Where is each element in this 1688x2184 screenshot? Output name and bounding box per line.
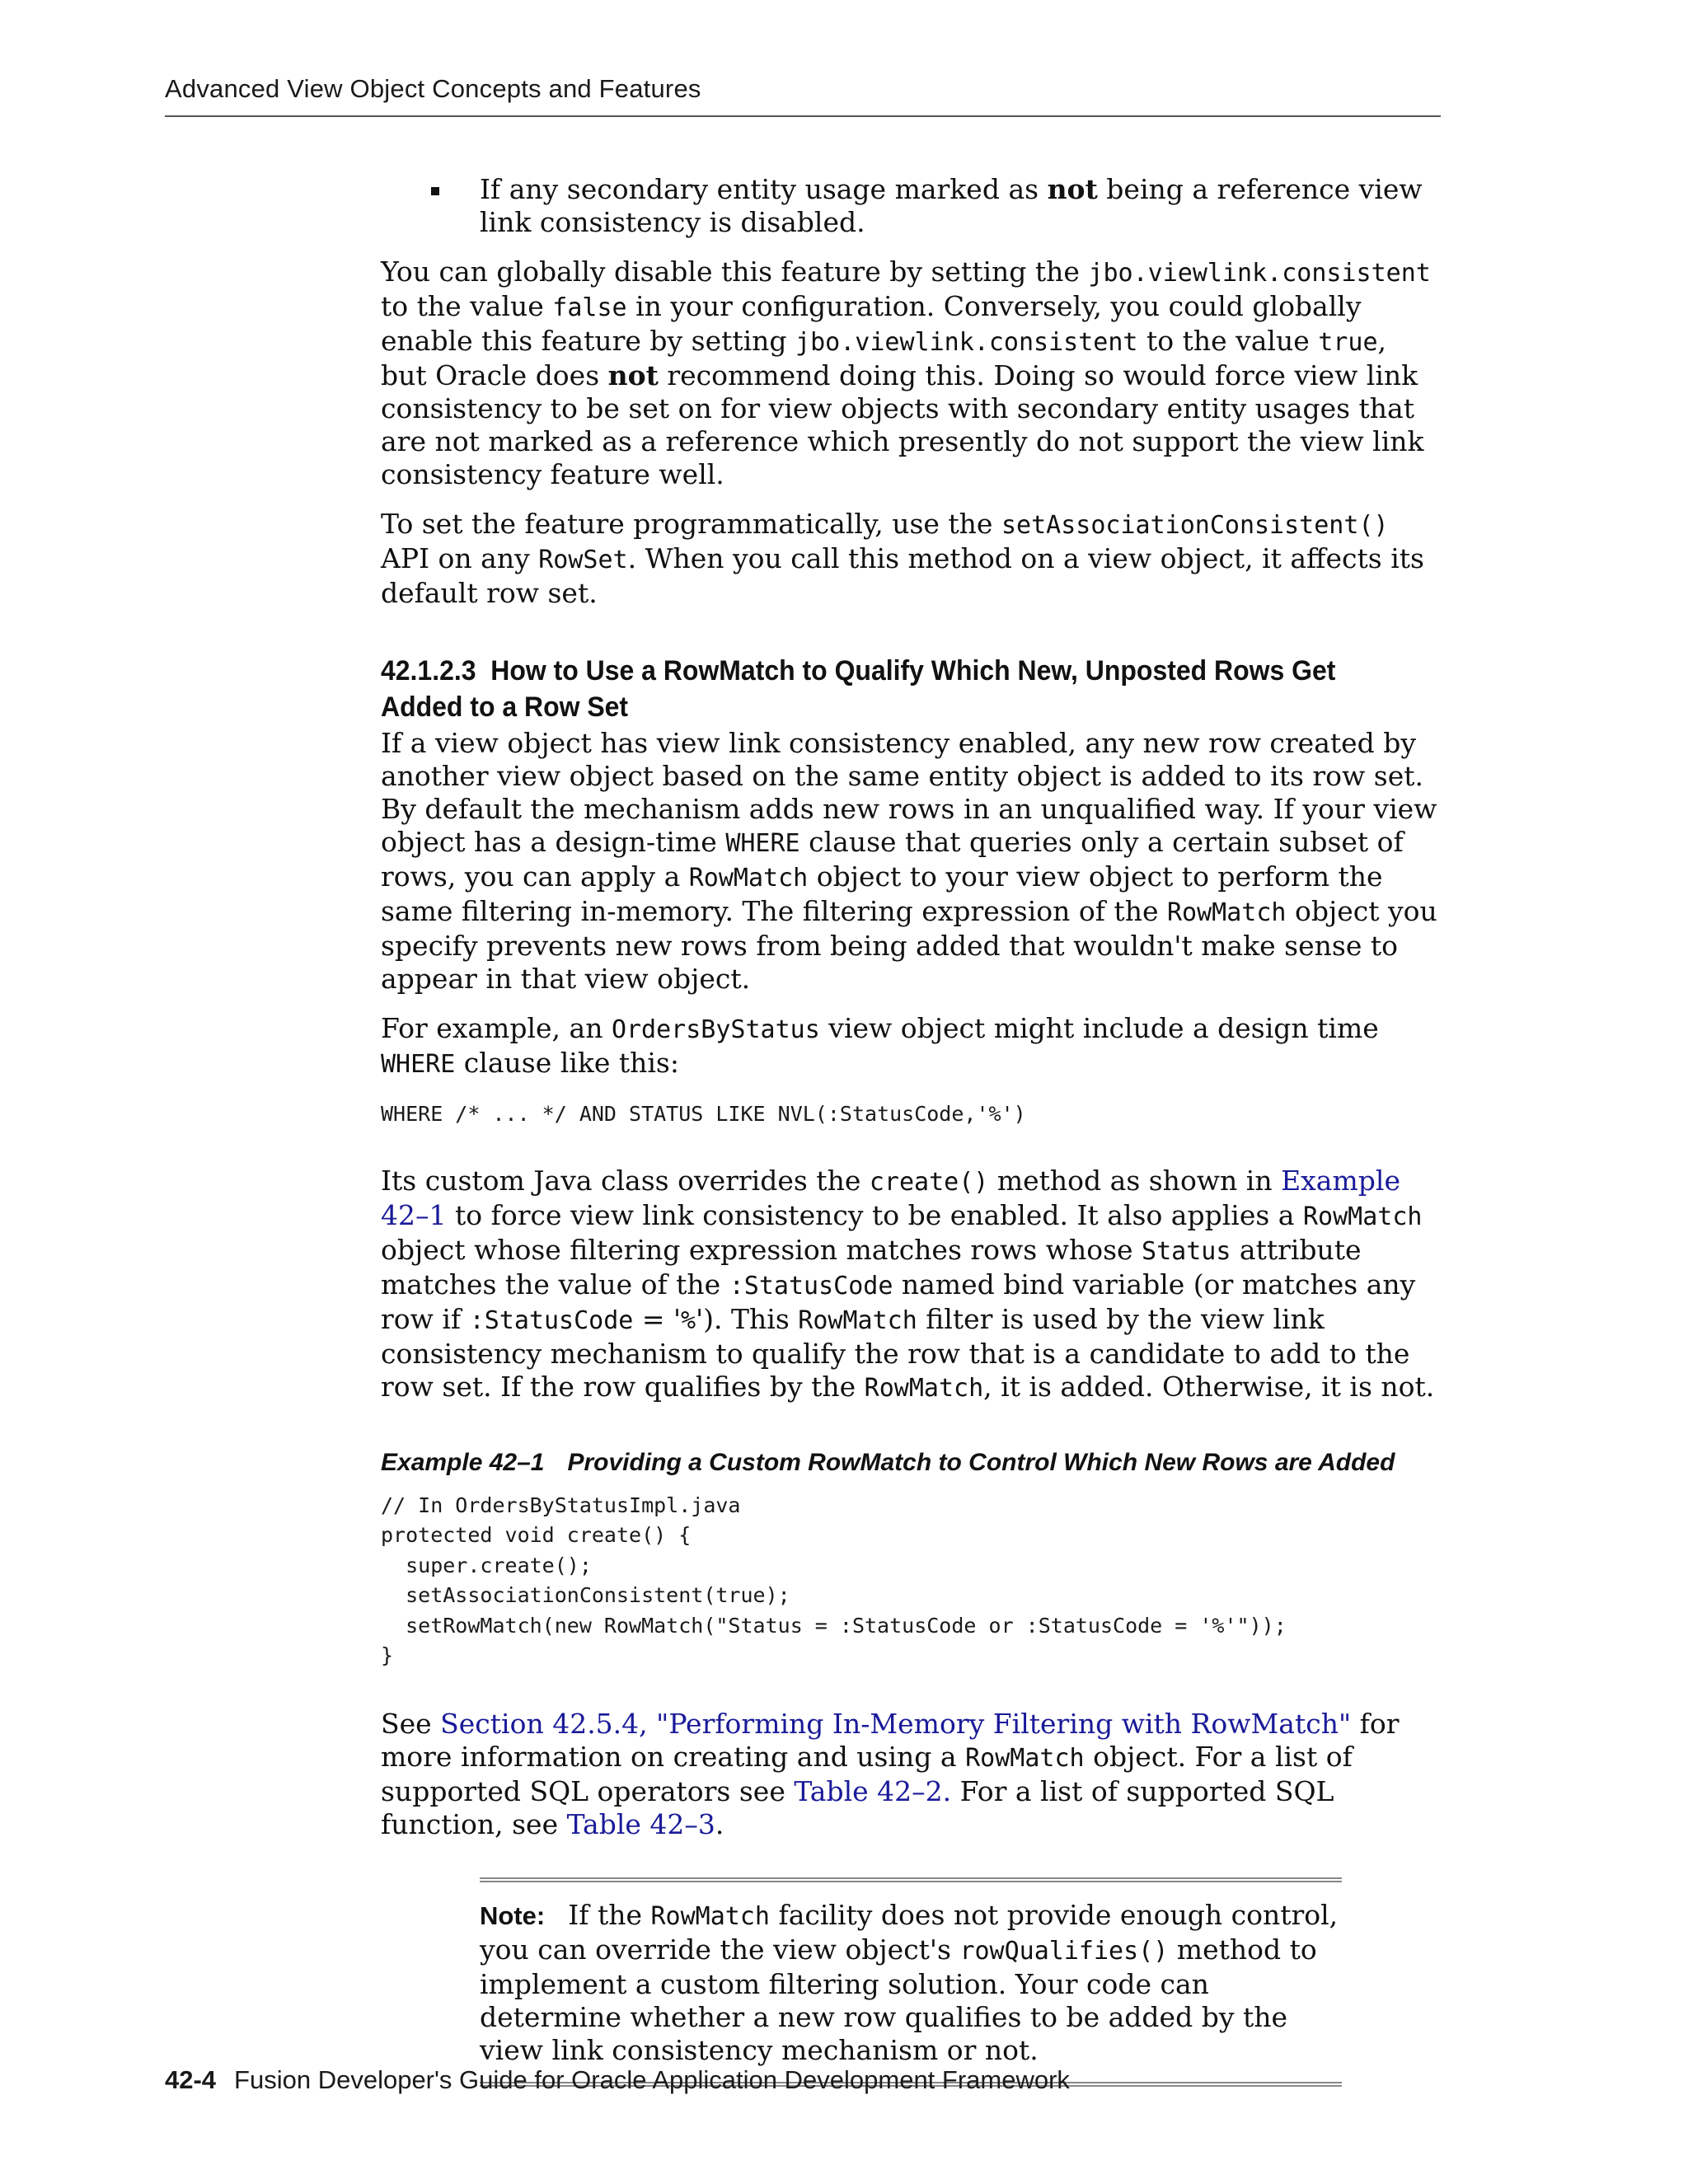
bullet-text: If any secondary entity usage marked as <box>480 173 1048 205</box>
text: object to your view object to perform the same filtering in-memory. The filtering expression of the <box>381 860 1383 927</box>
text: attribute matches the value of the <box>381 1233 1362 1301</box>
code-line: protected void create() { <box>381 1523 692 1547</box>
square-bullet-icon <box>431 187 439 195</box>
code-term: true <box>1318 328 1378 357</box>
text: object. For a list of supported SQL operators see <box>381 1740 1353 1807</box>
text: , it is added. Otherwise, it is not. <box>983 1370 1435 1403</box>
text: object you specify prevents new rows from being added that wouldn't make sense to appear in that view object. <box>381 895 1437 995</box>
text: '). This <box>696 1302 799 1335</box>
text: , but Oracle does <box>381 325 1387 391</box>
text: method to implement a custom filtering solution. Your code can determine whether a new row qualifies to be added by the view link consistency mechanism or not. <box>480 1933 1317 2066</box>
text: facility does not provide enough control, you can override the view object's <box>480 1898 1339 1966</box>
note-label: Note: <box>480 1900 546 1930</box>
paragraph-global-setting <box>381 255 1441 491</box>
text: . <box>715 1807 724 1840</box>
example-link[interactable]: Example 42–1 <box>381 1164 1400 1231</box>
text: object whose filtering expression matches rows whose <box>381 1233 1142 1266</box>
text: filter is used by the view link consistency mechanism to qualify the row that is a candidate to add to the row set. If the row qualifies by the <box>381 1302 1410 1403</box>
code-term: create() <box>869 1167 989 1197</box>
section-number: 42.1.2.3 <box>381 655 476 687</box>
code-term: :StatusCode <box>729 1271 893 1301</box>
text: You can globally disable this feature by setting the <box>381 255 1089 288</box>
section-heading <box>381 653 1377 725</box>
code-line: // In OrdersByStatusImpl.java <box>381 1493 741 1517</box>
text: . When you call this method on a view object, it affects its default row set. <box>381 542 1424 609</box>
example-caption <box>381 1446 1441 1479</box>
code-term: RowMatch <box>650 1901 770 1931</box>
code-line: } <box>381 1643 394 1667</box>
text: If a view object has view link consistency enabled, any new row created by another view object based on the same entity object is added to its row set. By default the mechanism adds new rows in an unqualified way. If your view object has a design-time <box>381 727 1437 858</box>
code-term: OrdersByStatus <box>611 1015 820 1044</box>
emphasis: not <box>607 359 659 391</box>
bullet-text: being a reference view link consistency is disabled. <box>480 173 1423 238</box>
text: for more information on creating and using a <box>381 1707 1400 1773</box>
code-term: RowSet <box>538 546 628 574</box>
table-link[interactable]: Table 42–2. <box>794 1774 952 1807</box>
text: clause that queries only a certain subset of rows, you can apply a <box>381 826 1404 893</box>
note-box <box>480 1877 1342 2087</box>
text: to the value <box>381 290 553 322</box>
code-line: setRowMatch(new RowMatch("Status = :StatusCode or :StatusCode = '%'")); <box>381 1613 1287 1638</box>
text: To set the feature programmatically, use the <box>381 508 1001 540</box>
example-number: Example 42–1 <box>381 1448 545 1476</box>
note-text <box>480 1899 1342 2067</box>
code-term: jbo.viewlink.consistent <box>1088 259 1431 288</box>
bullet-item <box>381 173 1441 239</box>
text: For example, an <box>381 1012 612 1044</box>
paragraph-create-override <box>381 1165 1441 1405</box>
code-term: RowMatch <box>1302 1202 1423 1231</box>
text: = ' <box>633 1302 682 1335</box>
code-line: setAssociationConsistent(true); <box>381 1583 790 1607</box>
code-term: rowQualifies() <box>959 1936 1169 1966</box>
code-term: RowMatch <box>965 1743 1085 1773</box>
paragraph-programmatic <box>381 508 1441 610</box>
text: view object might include a design time <box>819 1012 1379 1044</box>
code-where-clause: WHERE /* ... */ AND STATUS LIKE NVL(:StatusCode,'%') <box>381 1102 1026 1126</box>
text: See <box>381 1707 441 1740</box>
text: recommend doing this. Doing so would force view link consistency to be set on for view objects with secondary entity usages that are not marked as a reference which presently do not support the view link consistency feature well. <box>381 359 1424 490</box>
main-content <box>381 173 1441 2087</box>
running-footer <box>165 2065 1070 2095</box>
text: API on any <box>381 542 539 574</box>
code-term: Status <box>1142 1236 1231 1266</box>
section-title: How to Use a RowMatch to Qualify Which New, Unposted Rows Get Added to a Row Set <box>381 655 1336 723</box>
text: in your configuration. Conversely, you could globally enable this feature by setting <box>381 290 1362 357</box>
running-header: Advanced View Object Concepts and Features <box>165 74 701 103</box>
code-term: % <box>681 1305 696 1335</box>
table-link[interactable]: Table 42–3 <box>566 1807 715 1840</box>
book-title: Fusion Developer's Guide for Oracle Application Development Framework <box>234 2065 1070 2094</box>
code-line: super.create(); <box>381 1553 592 1577</box>
code-example-block <box>381 1491 1441 1671</box>
code-term: RowMatch <box>1166 898 1287 927</box>
page-number: 42-4 <box>165 2065 217 2094</box>
code-term: setAssociationConsistent() <box>1001 511 1389 540</box>
code-term: false <box>552 293 627 322</box>
text: If the <box>568 1898 651 1931</box>
code-term: RowMatch <box>864 1373 984 1403</box>
example-title: Providing a Custom RowMatch to Control Which New Rows are Added <box>567 1448 1395 1476</box>
text: named bind variable (or matches any row if <box>381 1268 1416 1335</box>
text: to force view link consistency to be enabled. It also applies a <box>446 1198 1303 1231</box>
paragraph-see-also <box>381 1708 1441 1841</box>
code-term: WHERE <box>381 1050 456 1079</box>
text: For a list of supported SQL function, see <box>381 1774 1334 1840</box>
text: to the value <box>1137 325 1319 357</box>
paragraph-rowmatch-intro <box>381 727 1441 996</box>
text: clause like this: <box>455 1047 679 1079</box>
section-link[interactable]: Section 42.5.4, "Performing In-Memory Filtering with RowMatch" <box>440 1707 1352 1740</box>
code-term: RowMatch <box>688 864 809 893</box>
header-rule <box>165 115 1441 117</box>
code-term: jbo.viewlink.consistent <box>795 328 1138 357</box>
bullet-emphasis: not <box>1047 173 1098 205</box>
code-term: :StatusCode <box>469 1305 634 1335</box>
code-term: WHERE <box>725 829 800 858</box>
code-term: RowMatch <box>798 1305 917 1335</box>
paragraph-example-intro <box>381 1012 1441 1081</box>
text: Its custom Java class overrides the <box>381 1164 870 1197</box>
text: method as shown in <box>988 1164 1282 1197</box>
